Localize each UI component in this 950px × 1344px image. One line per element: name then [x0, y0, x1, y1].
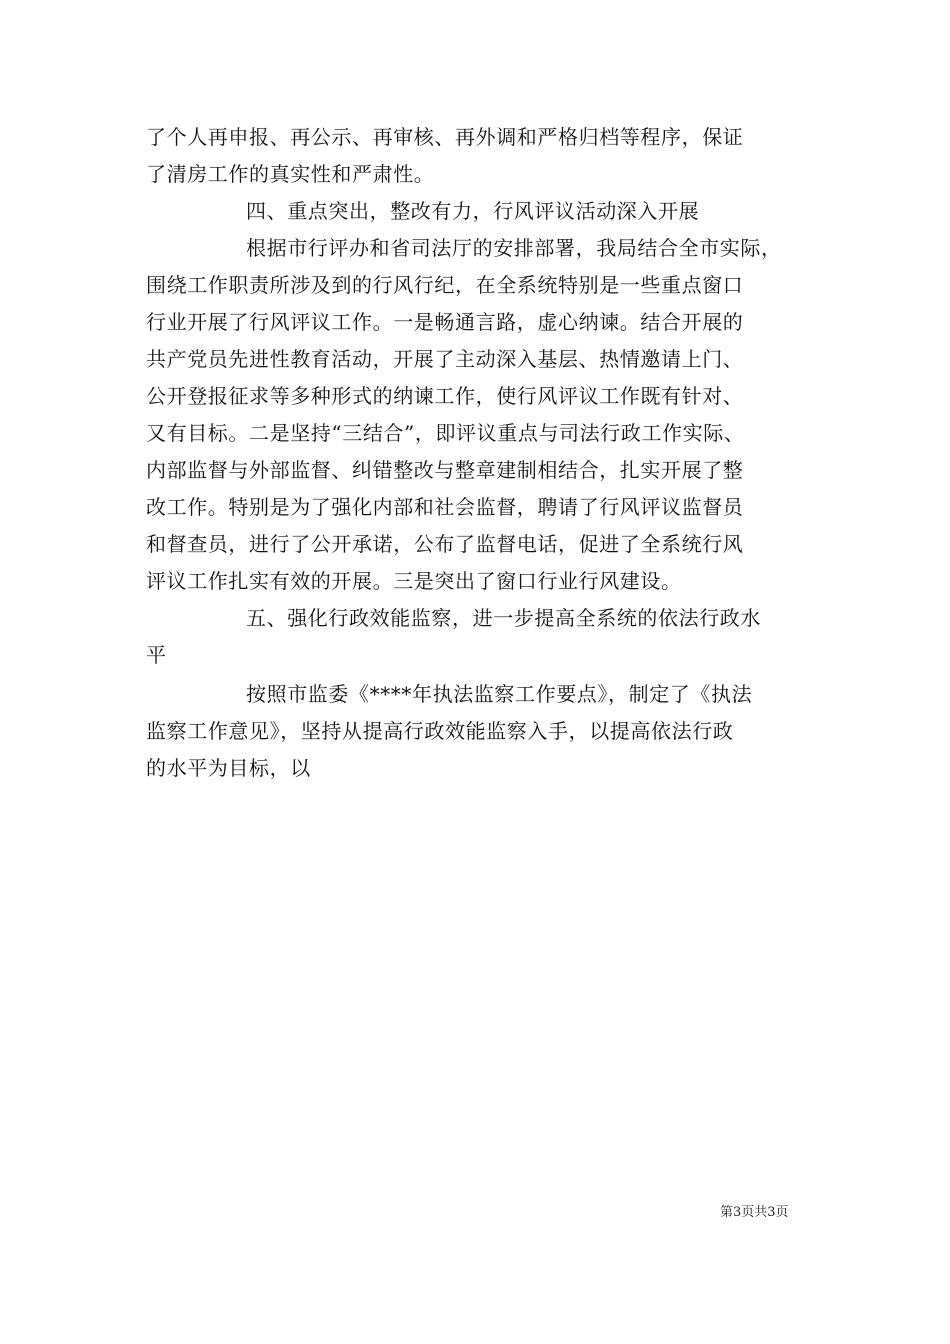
text-line: 和督查员，进行了公开承诺，公布了监督电话，促进了全系统行风 — [146, 532, 744, 556]
text-line: 评议工作扎实有效的开展。三是突出了窗口行业行风建设。 — [146, 569, 682, 593]
text-line: 公开登报征求等多种形式的纳谏工作，使行风评议工作既有针对、 — [146, 384, 744, 408]
text-line: 了个人再申报、再公示、再审核、再外调和严格归档等程序，保证 — [146, 125, 744, 149]
text-line: 根据市行评办和省司法厅的安排部署，我局结合全市实际， — [246, 236, 782, 260]
page-footer: 第3页共3页 — [720, 1205, 789, 1220]
section-heading-5-continued: 平 — [146, 643, 167, 667]
text-line: 围绕工作职责所涉及到的行风行纪，在全系统特别是一些重点窗口 — [146, 273, 744, 297]
section-heading-4: 四、重点突出，整改有力，行风评议活动深入开展 — [246, 199, 700, 223]
text-line: 共产党员先进性教育活动，开展了主动深入基层、热情邀请上门、 — [146, 347, 744, 371]
text-line: 又有目标。二是坚持“三结合”，即评议重点与司法行政工作实际、 — [146, 421, 745, 445]
text-line: 按照市监委《****年执法监察工作要点》，制定了《执法 — [246, 682, 753, 706]
text-line: 行业开展了行风评议工作。一是畅通言路，虚心纳谏。结合开展的 — [146, 310, 744, 334]
text-line: 了清房工作的真实性和严肃性。 — [146, 162, 435, 186]
text-line: 监察工作意见》，坚持从提高行政效能监察入手，以提高依法行政 — [146, 719, 734, 743]
text-line: 内部监督与外部监督、纠错整改与整章建制相结合，扎实开展了整 — [146, 458, 744, 482]
section-heading-5: 五、强化行政效能监察，进一步提高全系统的依法行政水 — [246, 606, 761, 630]
text-line: 的水平为目标，以 — [146, 756, 311, 780]
text-line: 改工作。特别是为了强化内部和社会监督，聘请了行风评议监督员 — [146, 495, 744, 519]
